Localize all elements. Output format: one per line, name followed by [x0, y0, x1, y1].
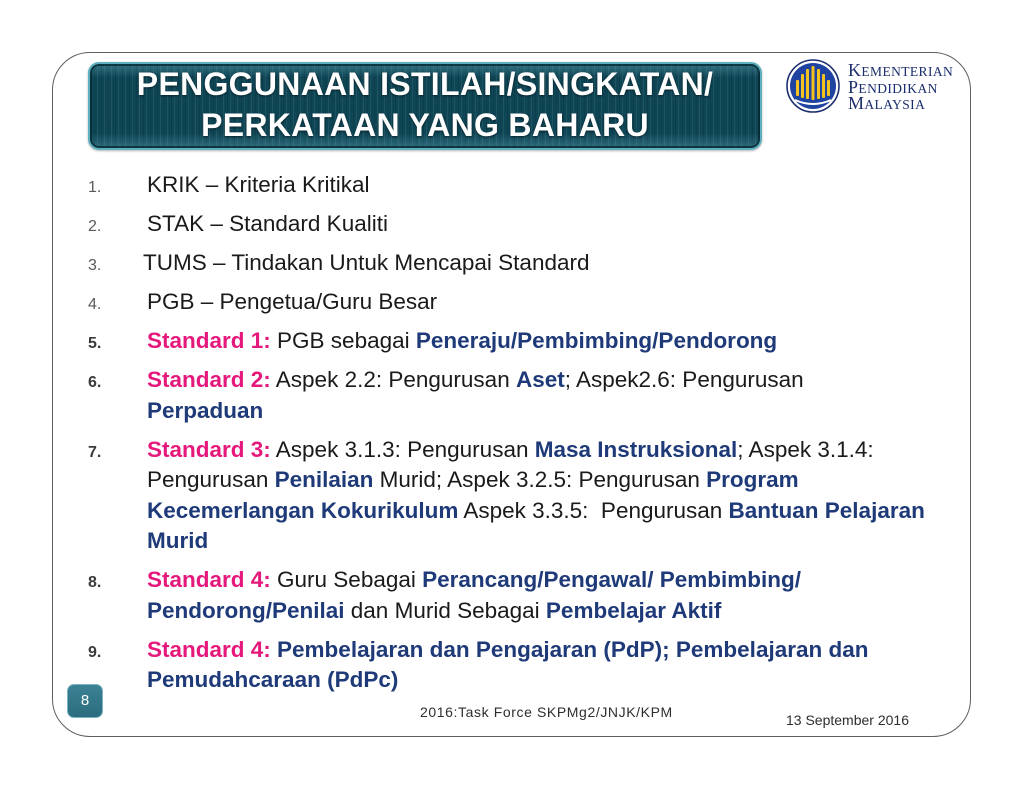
list-item-number: 9.: [88, 643, 102, 661]
text-line: [147, 496, 968, 527]
title-banner: [88, 62, 762, 150]
highlighted-term: Pembelajar Aktif: [545, 597, 722, 623]
highlighted-term: Pendorong/Penilai: [147, 597, 345, 623]
list-item-text: [147, 435, 968, 557]
highlighted-term: Kecemerlangan Kokurikulum: [147, 497, 459, 523]
list-item-number: 5.: [88, 335, 102, 352]
text-line: [147, 287, 968, 318]
page-number-badge: 8: [67, 684, 103, 718]
ministry-wordmark: [848, 60, 954, 113]
list-item-text: [147, 326, 968, 357]
logo-line: KEMENTERIAN: [848, 60, 954, 80]
slide-title-line: PENGGUNAAN ISTILAH/SINGKATAN/: [136, 66, 714, 102]
logo-line: PENDIDIKAN: [848, 76, 938, 97]
plain-text: Aspek 2.2: Pengurusan: [270, 367, 516, 392]
text-line: [147, 565, 968, 596]
list-item-number: 8.: [88, 574, 102, 591]
highlighted-term: Bantuan Pelajaran: [728, 497, 925, 523]
plain-text: Pengurusan: [147, 467, 275, 492]
list-item-number: 2.: [88, 218, 102, 235]
highlighted-term: Aset: [515, 367, 565, 392]
list-item: [88, 565, 968, 626]
list-item-text: [147, 635, 968, 696]
list-item: [88, 287, 968, 318]
ministry-logo: [783, 58, 963, 114]
text-line: [147, 435, 968, 466]
list-item: [88, 326, 968, 357]
text-line: [147, 465, 968, 496]
list-item: [88, 209, 968, 240]
standard-label: Standard 4:: [147, 567, 271, 592]
plain-text: TUMS – Tindakan Untuk Mencapai Standard: [143, 250, 590, 275]
plain-text: Aspek 3.1.3: Pengurusan: [270, 436, 535, 462]
list-item-text: [147, 209, 968, 240]
text-line: [147, 396, 968, 427]
plain-text: ; Aspek 3.1.4:: [737, 436, 874, 462]
standard-label: Standard 3:: [147, 436, 271, 462]
plain-text: dan Murid Sebagai: [344, 597, 546, 623]
plain-text: Aspek 3.3.5: Pengurusan: [458, 497, 729, 523]
highlighted-term: Penilaian: [274, 467, 374, 492]
footer-date: 13 September 2016: [786, 712, 909, 728]
highlighted-term: Program: [706, 467, 799, 492]
list-item-text: [147, 287, 968, 318]
plain-text: PGB – Pengetua/Guru Besar: [147, 289, 438, 314]
list-item-text: [147, 565, 968, 626]
standard-label: Standard 2:: [147, 367, 271, 392]
highlighted-term: Pemudahcaraan (PdPc): [147, 667, 399, 692]
highlighted-term: Murid: [147, 528, 209, 553]
text-line: [143, 248, 968, 279]
text-line: [147, 526, 968, 557]
list-item-number: 1.: [88, 179, 102, 196]
list-item: [88, 365, 968, 426]
list-item-number: 6.: [88, 374, 102, 391]
list-item-number: 7.: [88, 443, 102, 461]
plain-text: STAK – Standard Kualiti: [147, 211, 388, 236]
highlighted-term: Perpaduan: [147, 397, 264, 423]
list-item-number: 3.: [88, 257, 102, 274]
text-line: [147, 635, 968, 666]
plain-text: Guru Sebagai: [270, 567, 423, 592]
plain-text: PGB sebagai: [270, 328, 416, 353]
highlighted-term: Masa Instruksional: [534, 436, 738, 462]
list-item-text: [147, 365, 968, 426]
highlighted-term: Peneraju/Pembimbing/Pendorong: [415, 328, 778, 353]
list-item-text: [147, 170, 968, 201]
text-line: [147, 170, 968, 201]
ministry-emblem: [783, 58, 843, 114]
standard-label: Standard 4:: [147, 636, 271, 662]
text-line: [147, 596, 968, 627]
list-item: [88, 635, 968, 696]
plain-text: ; Aspek2.6: Pengurusan: [564, 367, 804, 392]
term-list: [88, 170, 968, 696]
text-line: [147, 209, 968, 240]
plain-text: Murid; Aspek 3.2.5: Pengurusan: [373, 467, 707, 492]
logo-line: MALAYSIA: [848, 93, 926, 113]
list-item: [88, 248, 968, 279]
footer-source: 2016:Task Force SKPMg2/JNJK/KPM: [420, 704, 673, 720]
list-item: [88, 170, 968, 201]
highlighted-term: Pembelajaran dan Pengajaran (PdP); Pembelajaran dan: [270, 636, 869, 662]
standard-label: Standard 1:: [147, 328, 271, 353]
list-item: [88, 435, 968, 557]
text-line: [147, 665, 968, 696]
text-line: [147, 326, 968, 357]
text-line: [147, 365, 968, 396]
slide-title-line: PERKATAAN YANG BAHARU: [201, 107, 649, 143]
list-item-number: 4.: [88, 296, 102, 313]
list-item-text: [143, 248, 968, 279]
highlighted-term: Perancang/Pengawal/ Pembimbing/: [422, 567, 801, 592]
plain-text: KRIK – Kriteria Kritikal: [147, 172, 370, 197]
